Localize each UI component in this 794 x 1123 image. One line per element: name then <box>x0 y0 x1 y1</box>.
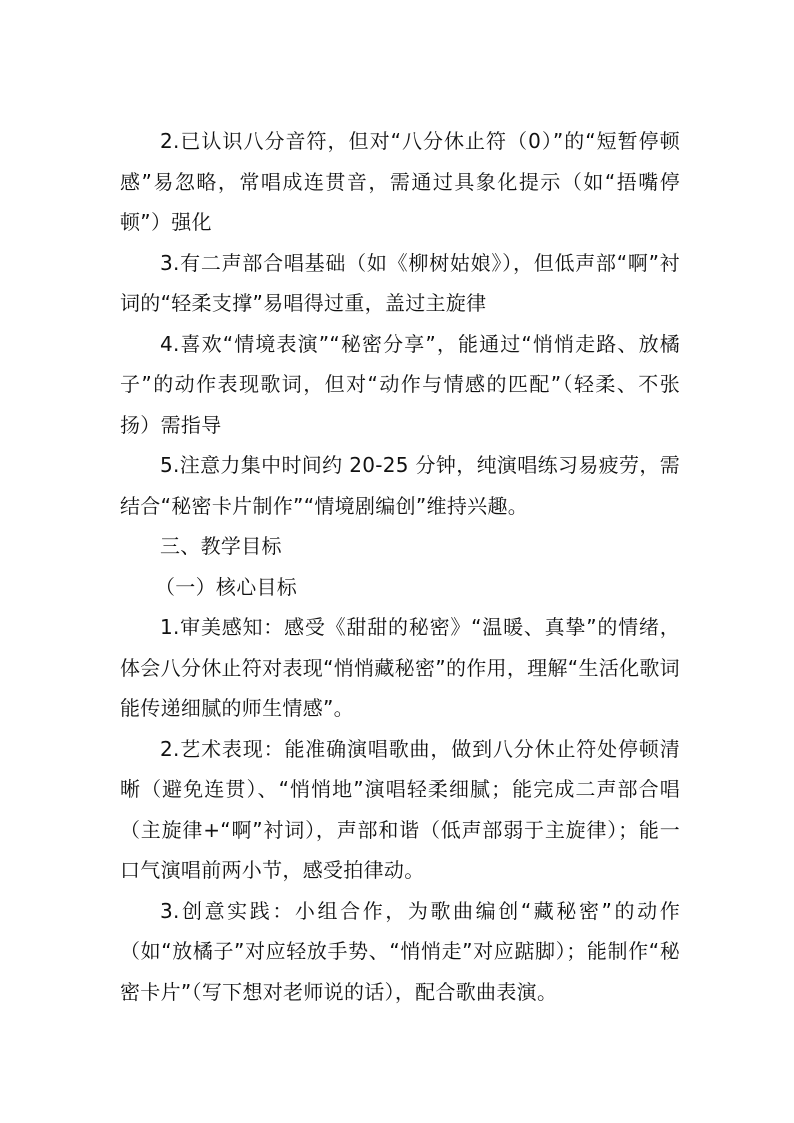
paragraph-item-3: 3.有二声部合唱基础（如《柳树姑娘》），但低声部“啊”衬词的“轻柔支撑”易唱得过重，盖过主旋律 <box>120 250 680 315</box>
goal-aesthetic-perception: 1.审美感知：感受《甜甜的秘密》“温暖、真挚”的情绪，体会八分休止符对表现“悄悄藏秘密”的作用，理解“生活化歌词能传递细腻的师生情感”。 <box>120 615 680 720</box>
document-body <box>120 121 680 1012</box>
section-heading: 三、教学目标 <box>160 534 282 558</box>
paragraph-item-4: 4.喜欢“情境表演”“秘密分享”，能通过“悄悄走路、放橘子”的动作表现歌词，但对“动作与情感的匹配”（轻柔、不张扬）需指导 <box>120 331 680 437</box>
subsection-heading: （一）核心目标 <box>155 574 298 599</box>
goal-artistic-expression: 2.艺术表现：能准确演唱歌曲，做到八分休止符处停顿清晰（避免连贯）、“悄悄地”演唱轻柔细腻；能完成二声部合唱（主旋律+“啊”衬词），声部和谐（低声部弱于主旋律）；能一口气演唱前两小节，感受拍律动。 <box>120 736 680 882</box>
paragraph-item-2: 2.已认识八分音符，但对“八分休止符（0）”的“短暂停顿感”易忽略，常唱成连贯音，需通过具象化提示（如“捂嘴停顿”）强化 <box>120 129 680 234</box>
goal-creative-practice: 3.创意实践：小组合作，为歌曲编创“藏秘密”的动作（如“放橘子”对应轻放手势、“悄悄走”对应踮脚）；能制作“秘密卡片”（写下想对老师说的话），配合歌曲表演。 <box>120 898 680 1004</box>
paragraph-item-5: 5.注意力集中时间约 20-25 分钟，纯演唱练习易疲劳，需结合“秘密卡片制作”“情境剧编创”维持兴趣。 <box>120 453 680 518</box>
